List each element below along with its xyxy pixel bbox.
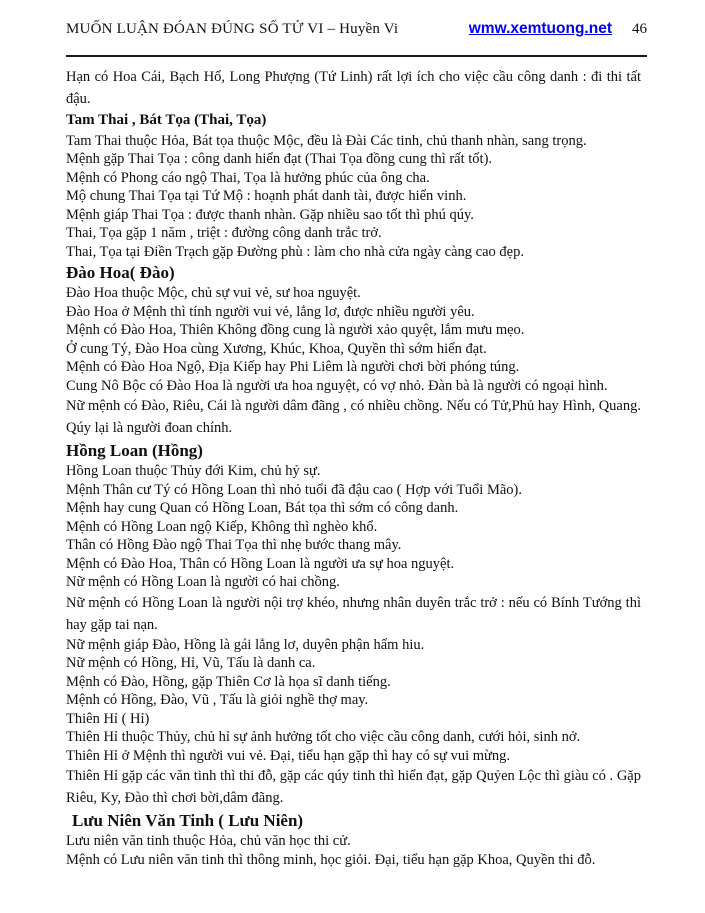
paragraph: Mệnh Thân cư Tý có Hồng Loan thì nhỏ tuổi đã đậu cao ( Hợp với Tuổi Mão). xyxy=(66,481,522,498)
paragraph: Hạn có Hoa Cái, Bạch Hổ, Long Phượng (Tứ Linh) rất lợi ích cho việc cầu công danh : đi thi tất đậu. xyxy=(66,69,641,107)
header-divider xyxy=(66,55,647,57)
book-title: MUỐN LUẬN ĐÓAN ĐÚNG SỐ TỬ VI – Huyền Vi xyxy=(66,21,399,37)
paragraph: Nữ mệnh giáp Đào, Hồng là gái lẳng lơ, duyên phận hẩm hiu. xyxy=(66,636,425,653)
paragraph: Mệnh có Đào Hoa Ngộ, Địa Kiếp hay Phi Liêm là người chơi bời phóng túng. xyxy=(66,359,520,375)
paragraph: Đào Hoa ở Mệnh thì tính người vui vẻ, lẳng lơ, được nhiều người yêu. xyxy=(66,303,475,320)
paragraph: Thiên Hỉ thuộc Thủy, chủ hỉ sự ảnh hưởng tốt cho việc cầu công danh, cưới hỏi, sinh nở. xyxy=(66,729,581,745)
paragraph: Nữ mệnh có Hồng Loan là người có hai chồng. xyxy=(66,574,340,590)
page-number: 46 xyxy=(632,21,647,37)
paragraph: Mệnh gặp Thai Tọa : công danh hiển đạt (Thai Tọa đồng cung thì rất tốt). xyxy=(66,151,493,167)
paragraph: Thai, Tọa tại Điền Trạch gặp Đường phù : làm cho nhà cửa ngày càng cao đẹp. xyxy=(66,243,524,260)
header-right-group xyxy=(469,20,647,38)
paragraph: Cung Nô Bộc có Đào Hoa là người ưa hoa nguyệt, có vợ nhỏ. Đàn bà là người có ngoại hình. xyxy=(66,377,608,394)
section-heading: Hồng Loan (Hồng) xyxy=(66,441,203,460)
paragraph: Tam Thai thuộc Hỏa, Bát tọa thuộc Mộc, đều là Đài Các tinh, chủ thanh nhàn, sang trọng. xyxy=(66,132,587,149)
page-body xyxy=(66,66,641,869)
paragraph: Nữ mệnh có Hồng, Hỉ, Vũ, Tấu là danh ca. xyxy=(66,655,316,671)
paragraph: Thiên Hỉ ( Hỉ) xyxy=(66,710,150,727)
paragraph: Mệnh hay cung Quan có Hồng Loan, Bát tọa thì sớm có công danh. xyxy=(66,500,459,516)
paragraph: Mệnh có Hồng, Đào, Vũ , Tấu là giỏi nghề thợ may. xyxy=(66,692,369,708)
paragraph: Mệnh có Đào Hoa, Thiên Không đồng cung là người xảo quyệt, lắm mưu mẹo. xyxy=(66,322,525,338)
paragraph: Mệnh có Phong cáo ngộ Thai, Tọa là hưởng phúc của ông cha. xyxy=(66,169,430,186)
paragraph: Đào Hoa thuộc Mộc, chủ sự vui vẻ, sư hoa nguyệt. xyxy=(66,285,361,301)
website-link[interactable]: wmw.xemtuong.net xyxy=(468,20,612,37)
paragraph: Mệnh có Đào, Hồng, gặp Thiên Cơ là họa sĩ danh tiếng. xyxy=(66,673,391,690)
paragraph: Thiên Hỉ ở Mệnh thì người vui vẻ. Đại, tiểu hạn gặp thì hay có sự vui mừng. xyxy=(66,747,511,764)
paragraph: Thai, Tọa gặp 1 năm , triệt : đường công danh trắc trở. xyxy=(66,225,382,241)
paragraph: Mệnh giáp Thai Tọa : được thanh nhàn. Gặp nhiều sao tốt thì phú qúy. xyxy=(66,206,474,223)
paragraph: Thân có Hồng Đào ngộ Thai Tọa thì nhẹ bước thang mây. xyxy=(66,537,402,553)
paragraph: Nữ mệnh có Đào, Riêu, Cái là người dâm đãng , có nhiều chồng. Nếu có Tử,Phủ hay Hình, Quang. Qúy lại là người đoan chính. xyxy=(66,398,641,436)
paragraph: Mệnh có Đào Hoa, Thân có Hồng Loan là người ưa sự hoa nguyệt. xyxy=(66,555,455,572)
section-heading: Tam Thai , Bát Tọa (Thai, Tọa) xyxy=(66,112,267,128)
paragraph: Mộ chung Thai Tọa tại Tứ Mộ : hoạnh phát danh tài, được hiển vinh. xyxy=(66,188,467,204)
paragraph: Nữ mệnh có Hồng Loan là người nội trợ khéo, nhưng nhân duyên trắc trở : nếu có Bính Tướng thì hay gặp tai nạn. xyxy=(66,594,641,633)
section-heading: Đào Hoa( Đào) xyxy=(66,263,175,282)
paragraph: Mệnh có Hồng Loan ngộ Kiếp, Không thì nghèo khổ. xyxy=(66,518,378,535)
paragraph: Lưu niên văn tinh thuộc Hỏa, chủ văn học thi cử. xyxy=(66,833,351,849)
section-heading: Lưu Niên Văn Tinh ( Lưu Niên) xyxy=(72,811,304,830)
paragraph: Ở cung Tý, Đào Hoa cùng Xương, Khúc, Khoa, Quyền thì sớm hiển đạt. xyxy=(66,340,487,357)
paragraph: Thiên Hỉ gặp các văn tinh thì thi đỗ, gặp các qúy tinh thì hiển đạt, gặp Quỷen Lộc thì giàu có . Gặp Riêu, Ky, Đào thì chơi bời,dâm đãng. xyxy=(66,768,641,806)
paragraph: Hồng Loan thuộc Thủy đới Kim, chủ hỷ sự. xyxy=(66,463,321,479)
paragraph: Mệnh có Lưu niên văn tinh thì thông minh, học giỏi. Đại, tiểu hạn gặp Khoa, Quyền thi đỗ. xyxy=(66,851,596,868)
page-header xyxy=(66,20,647,38)
